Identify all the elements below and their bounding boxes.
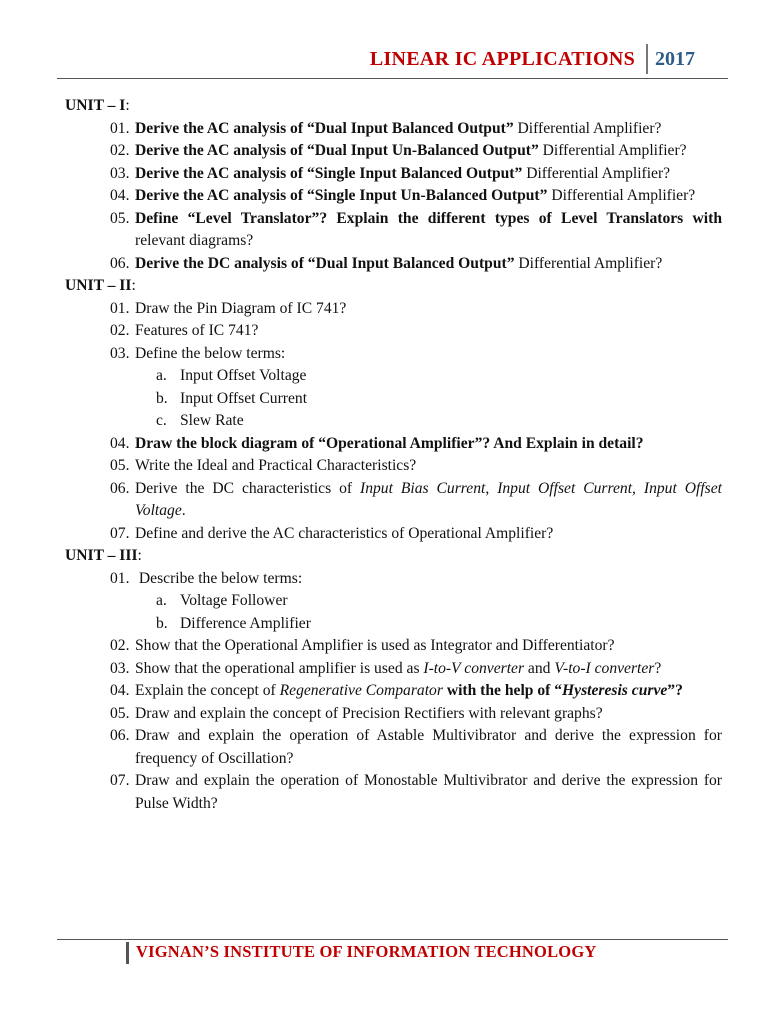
question-item (65, 298, 722, 321)
question-number: 02. (110, 637, 130, 654)
sub-item (65, 590, 722, 613)
question-number: 04. (110, 434, 130, 452)
sub-item (65, 365, 722, 388)
question-number: 06. (110, 254, 130, 272)
question-item (65, 680, 722, 703)
unit-heading: UNIT – I: (65, 97, 130, 114)
question-text: Derive the AC analysis of “Single Input Un-Balanced Output” Differential Amplifier? (135, 187, 696, 204)
question-number: 05. (110, 209, 130, 227)
question-number: 04. (110, 682, 130, 699)
unit-heading: UNIT – II: (65, 277, 136, 294)
footer-accent-bar (126, 942, 129, 964)
header-divider (646, 44, 648, 74)
question-item (65, 433, 722, 456)
question-number: 02. (110, 322, 130, 339)
question-item (65, 320, 722, 343)
unit-title: UNIT – III (65, 547, 138, 564)
question-text: Write the Ideal and Practical Characteristics? (135, 457, 417, 474)
question-item (65, 163, 722, 186)
question-item (65, 455, 722, 478)
sub-item (65, 410, 722, 433)
document-year: 2017 (655, 48, 695, 70)
sub-item-text: Difference Amplifier (180, 614, 311, 632)
unit-title: UNIT – I (65, 97, 126, 114)
institute-name: VIGNAN’S INSTITUTE OF INFORMATION TECHNOLOGY (136, 942, 597, 961)
question-number: 01. (110, 569, 130, 587)
question-list (65, 95, 722, 815)
question-number: 01. (110, 119, 130, 137)
question-text: Draw the block diagram of “Operational Amplifier”? And Explain in detail? (135, 434, 644, 452)
question-item (65, 118, 722, 141)
unit-title: UNIT – II (65, 277, 132, 294)
question-text: Show that the operational amplifier is used as I-to-V converter and V-to-I converter? (135, 659, 662, 677)
header-rule (57, 78, 728, 79)
sub-item (65, 388, 722, 411)
question-item (65, 140, 722, 163)
question-number: 04. (110, 187, 130, 204)
question-text: Draw and explain the operation of Monostable Multivibrator and derive the expression for Pulse Width? (135, 772, 722, 812)
question-item (65, 343, 722, 366)
question-text: Derive the DC analysis of “Dual Input Balanced Output” Differential Amplifier? (135, 254, 663, 272)
question-number: 07. (110, 772, 130, 789)
question-item (65, 568, 722, 591)
question-text: Derive the DC characteristics of Input Bias Current, Input Offset Current, Input Offset Voltage. (135, 479, 722, 519)
question-text: Derive the AC analysis of “Dual Input Un-Balanced Output” Differential Amplifier? (135, 142, 687, 159)
question-number: 06. (110, 727, 130, 744)
sub-item-letter: a. (156, 367, 167, 384)
footer-rule (57, 939, 728, 940)
question-number: 03. (110, 164, 130, 182)
sub-item-text: Voltage Follower (180, 592, 288, 609)
question-text: Explain the concept of Regenerative Comparator with the help of “Hysteresis curve”? (135, 682, 683, 699)
question-number: 06. (110, 479, 130, 497)
question-item (65, 703, 722, 726)
question-item (65, 770, 722, 815)
question-item (65, 478, 722, 523)
question-text: Derive the AC analysis of “Single Input Balanced Output” Differential Amplifier? (135, 164, 671, 182)
question-number: 03. (110, 344, 130, 362)
sub-item (65, 613, 722, 636)
question-item (65, 253, 722, 276)
question-number: 07. (110, 524, 130, 542)
document-title: LINEAR IC APPLICATIONS (369, 48, 635, 70)
question-item (65, 523, 722, 546)
question-text: Derive the AC analysis of “Dual Input Balanced Output” Differential Amplifier? (135, 119, 662, 137)
sub-item-letter: b. (156, 614, 168, 632)
question-number: 03. (110, 659, 130, 677)
question-item (65, 185, 722, 208)
question-item (65, 208, 722, 253)
question-item (65, 725, 722, 770)
page-header (0, 40, 768, 80)
question-text: Draw and explain the operation of Astable Multivibrator and derive the expression for frequency of Oscillation? (135, 727, 722, 767)
sub-item-letter: a. (156, 592, 167, 609)
question-number: 05. (110, 457, 130, 474)
question-text: Describe the below terms: (135, 569, 303, 587)
sub-item-letter: b. (156, 389, 168, 407)
sub-item-letter: c. (156, 412, 167, 429)
unit-heading: UNIT – III: (65, 547, 142, 564)
question-text: Draw the Pin Diagram of IC 741? (135, 299, 347, 317)
question-item (65, 658, 722, 681)
question-text: Define and derive the AC characteristics of Operational Amplifier? (135, 524, 554, 542)
question-number: 02. (110, 142, 130, 159)
question-item (65, 635, 722, 658)
question-number: 05. (110, 704, 130, 722)
question-number: 01. (110, 299, 130, 317)
question-text: Define “Level Translator”? Explain the different types of Level Translators with relevant diagrams? (135, 209, 722, 249)
sub-item-text: Slew Rate (180, 412, 244, 429)
sub-item-text: Input Offset Voltage (180, 367, 307, 384)
question-text: Define the below terms: (135, 344, 286, 362)
question-text: Draw and explain the concept of Precision Rectifiers with relevant graphs? (135, 704, 603, 722)
sub-item-text: Input Offset Current (180, 389, 308, 407)
question-text: Features of IC 741? (135, 322, 259, 339)
question-text: Show that the Operational Amplifier is used as Integrator and Differentiator? (135, 637, 615, 654)
